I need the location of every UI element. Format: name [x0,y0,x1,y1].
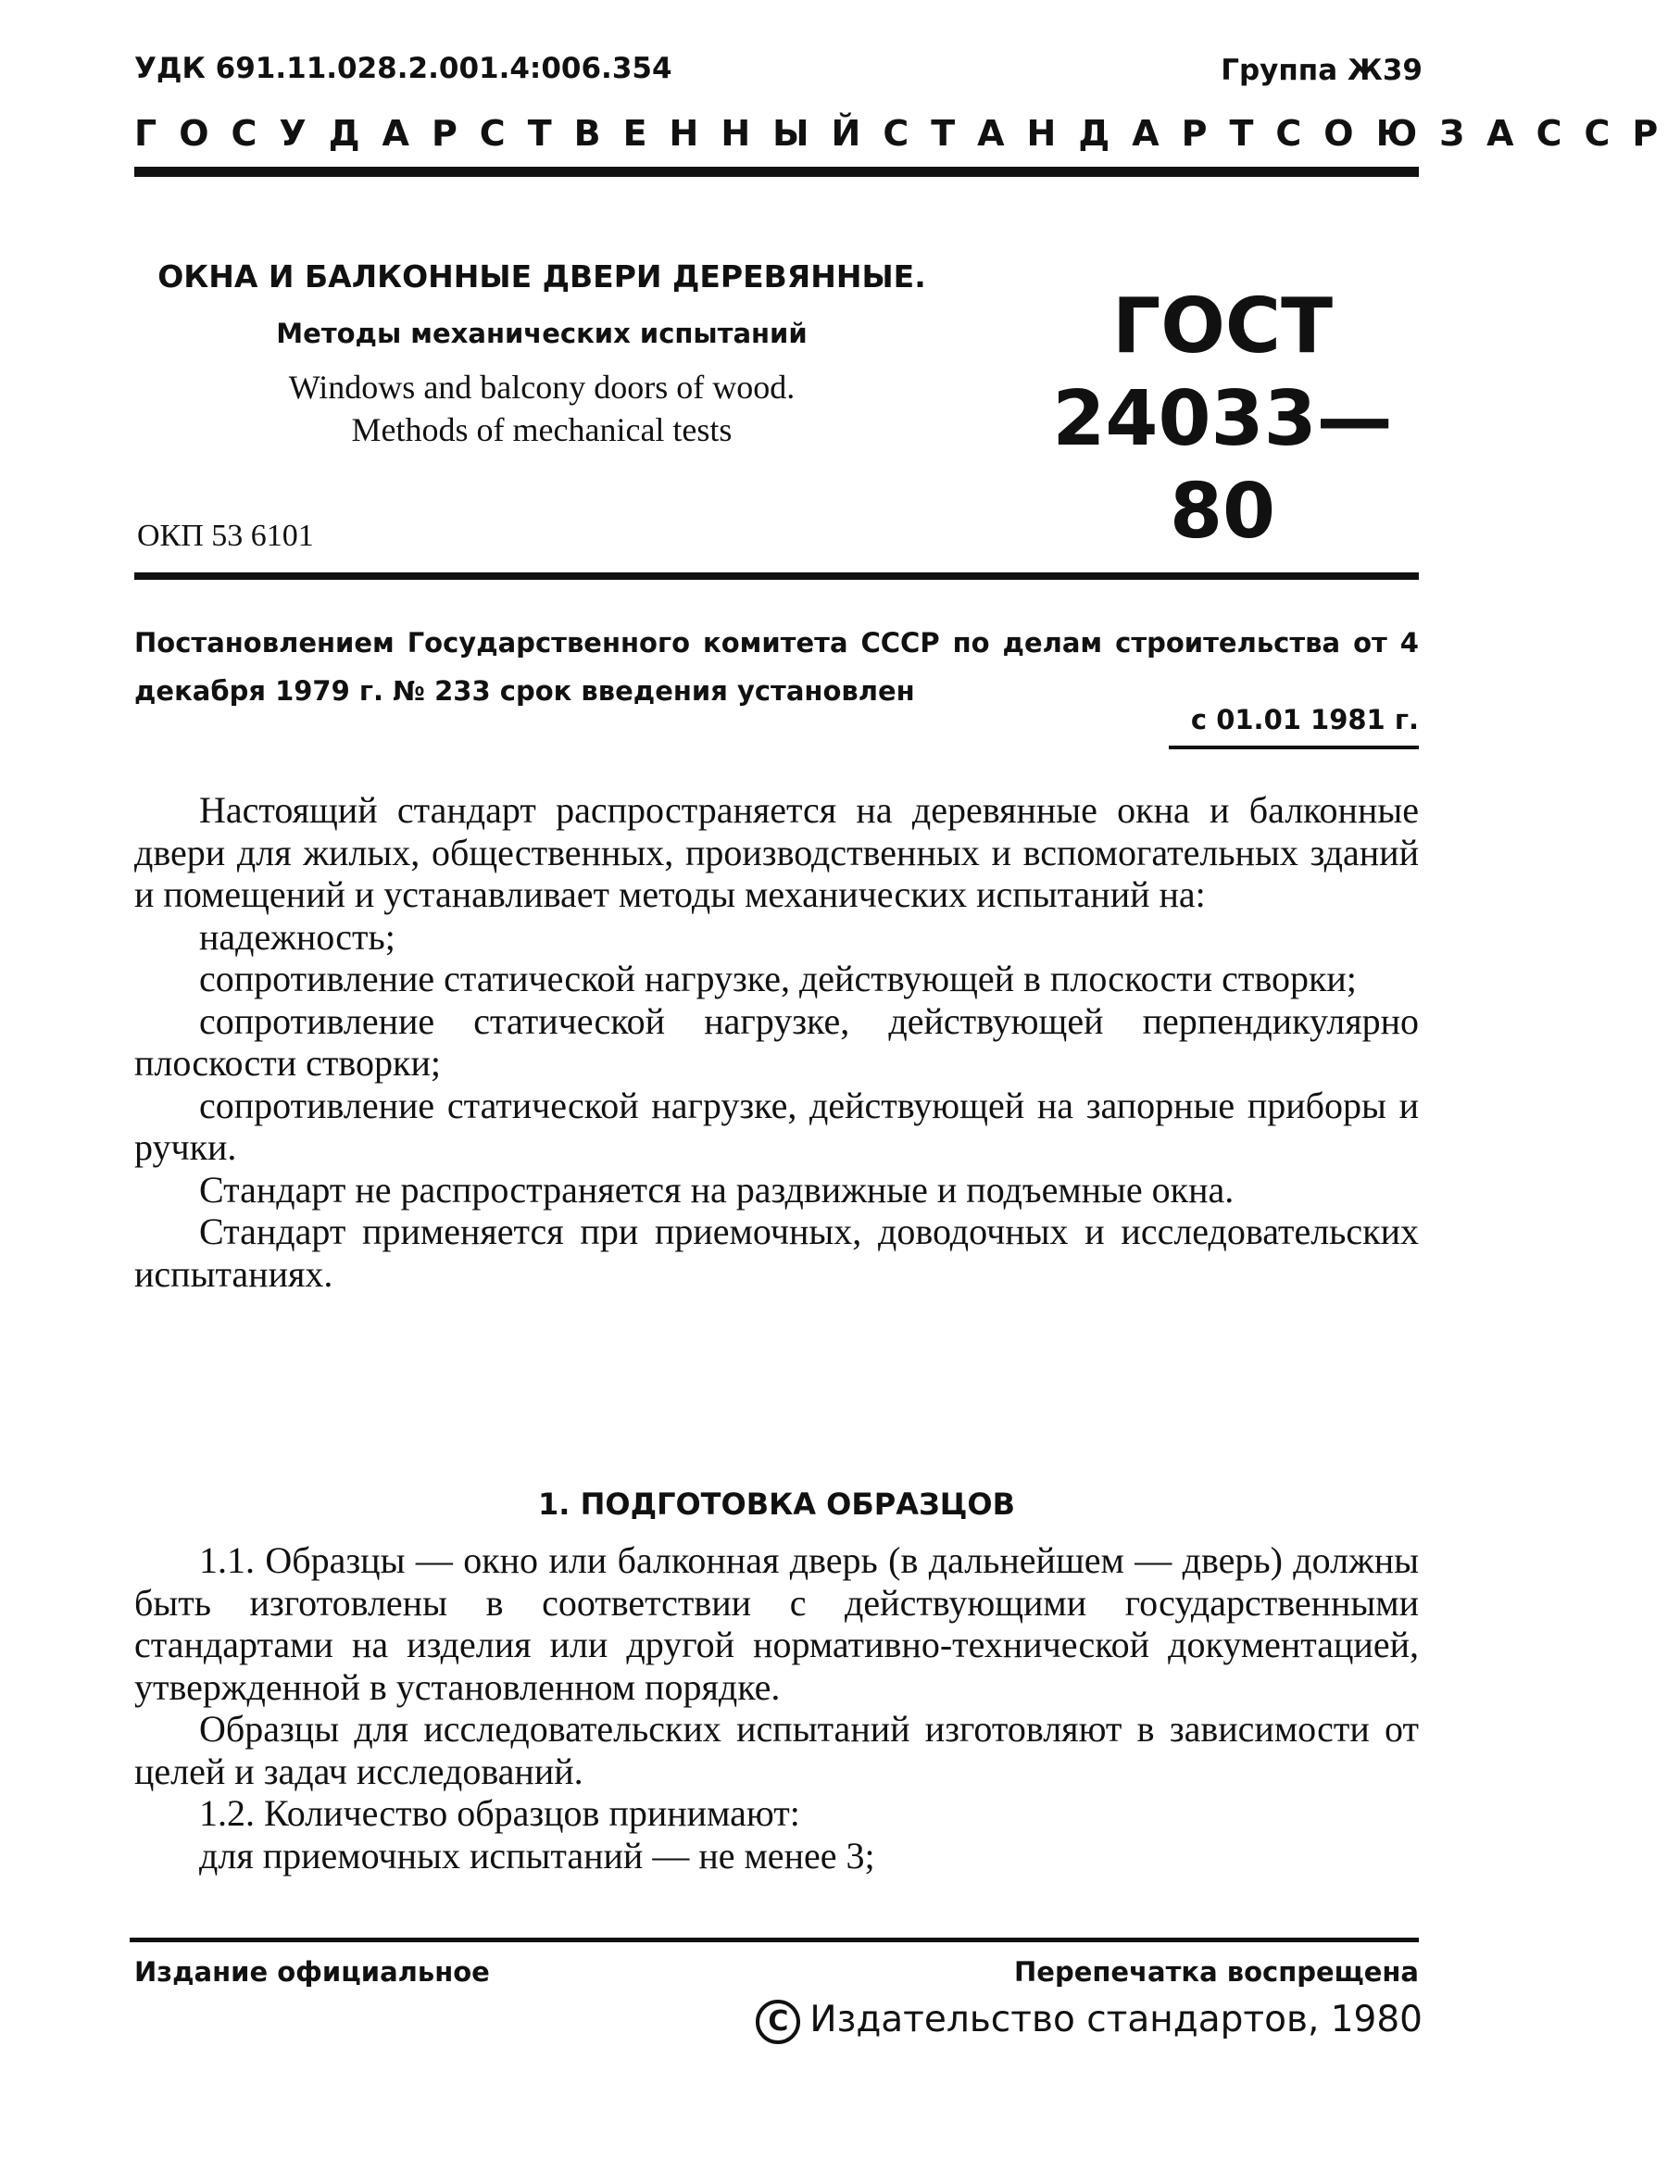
section-heading: 1. ПОДГОТОВКА ОБРАЗЦОВ [538,1487,1015,1522]
english-title [139,366,945,451]
banner-word: СТАНДАРТ [883,113,1276,154]
publisher-line [756,1999,1423,2044]
okp-code: ОКП 53 6101 [137,519,314,553]
edition-note: Издание официальное [134,1956,490,1988]
gost-label: ГОСТ [1111,282,1334,370]
section-paragraph: Образцы для исследовательских испытаний изготовляют в зависимости от целей и задач исследований. [134,1708,1419,1792]
reprint-note: Перепечатка воспрещена [1014,1956,1419,1988]
banner-word: ГОСУДАРСТВЕННЫЙ [134,113,884,154]
intro-list-item: сопротивление статической нагрузке, действующей на запорные приборы и ручки. [134,1084,1419,1168]
footer-rule [130,1938,1419,1942]
section-paragraph: 1.1. Образцы — окно или балконная дверь (в дальнейшем — дверь) должны быть изготовлены в соответствии с действующими государственными стандартами на изделия или другой нормативно-технической документацией, утвержденной в установленном порядке. [134,1539,1419,1708]
publisher-name: Издательство стандартов, 1980 [809,1999,1423,2040]
intro-list-item: сопротивление статической нагрузке, действующей перпендикулярно плоскости створки; [134,999,1419,1084]
section-paragraph: для приемочных испытаний — не менее 3; [199,1834,875,1876]
group-code: Группа Ж39 [1221,54,1423,87]
document-subtitle: Методы механических испытаний [276,318,808,349]
title-rule [134,572,1419,580]
document-title: ОКНА И БАЛКОННЫЕ ДВЕРИ ДЕРЕВЯННЫЕ. [157,258,926,295]
udk-code: УДК 691.11.028.2.001.4:006.354 [134,52,672,85]
english-title-line: Windows and balcony doors of wood. [288,369,796,406]
date-underline [1169,746,1419,749]
gost-designation [1028,281,1417,559]
effective-date: с 01.01 1981 г. [1190,704,1419,735]
gost-number: 24033—80 [1052,375,1393,556]
banner-word: ССР [1536,113,1680,154]
decree-text: Постановлением Государственного комитета СССР по делам строительства от 4 декабря 1979 г. № 233 срок введения установлен [134,627,1419,707]
intro-list-item: сопротивление статической нагрузке, действующей в плоскости створки; [199,958,1357,999]
intro-paragraph: Настоящий стандарт распространяется на деревянные окна и балконные двери для жилых, общественных, производственных и вспомогательных зданий и помещений и устанавливает методы механических испытаний на: [134,789,1419,915]
english-title-line: Methods of mechanical tests [351,411,733,448]
header-rule [134,167,1419,177]
section-body [134,1539,1419,1876]
banner-word: СОЮЗА [1275,113,1536,154]
copyright-icon: С [756,2000,800,2044]
section-paragraph: 1.2. Количество образцов принимают: [199,1792,800,1834]
state-standard-banner [134,113,1680,154]
intro-list-item: надежность; [199,915,395,958]
intro-body [134,789,1419,1295]
intro-paragraph: Стандарт не распространяется на раздвижные и подъемные окна. [199,1168,1235,1211]
intro-paragraph: Стандарт применяется при приемочных, доводочных и исследовательских испытаниях. [134,1211,1419,1295]
